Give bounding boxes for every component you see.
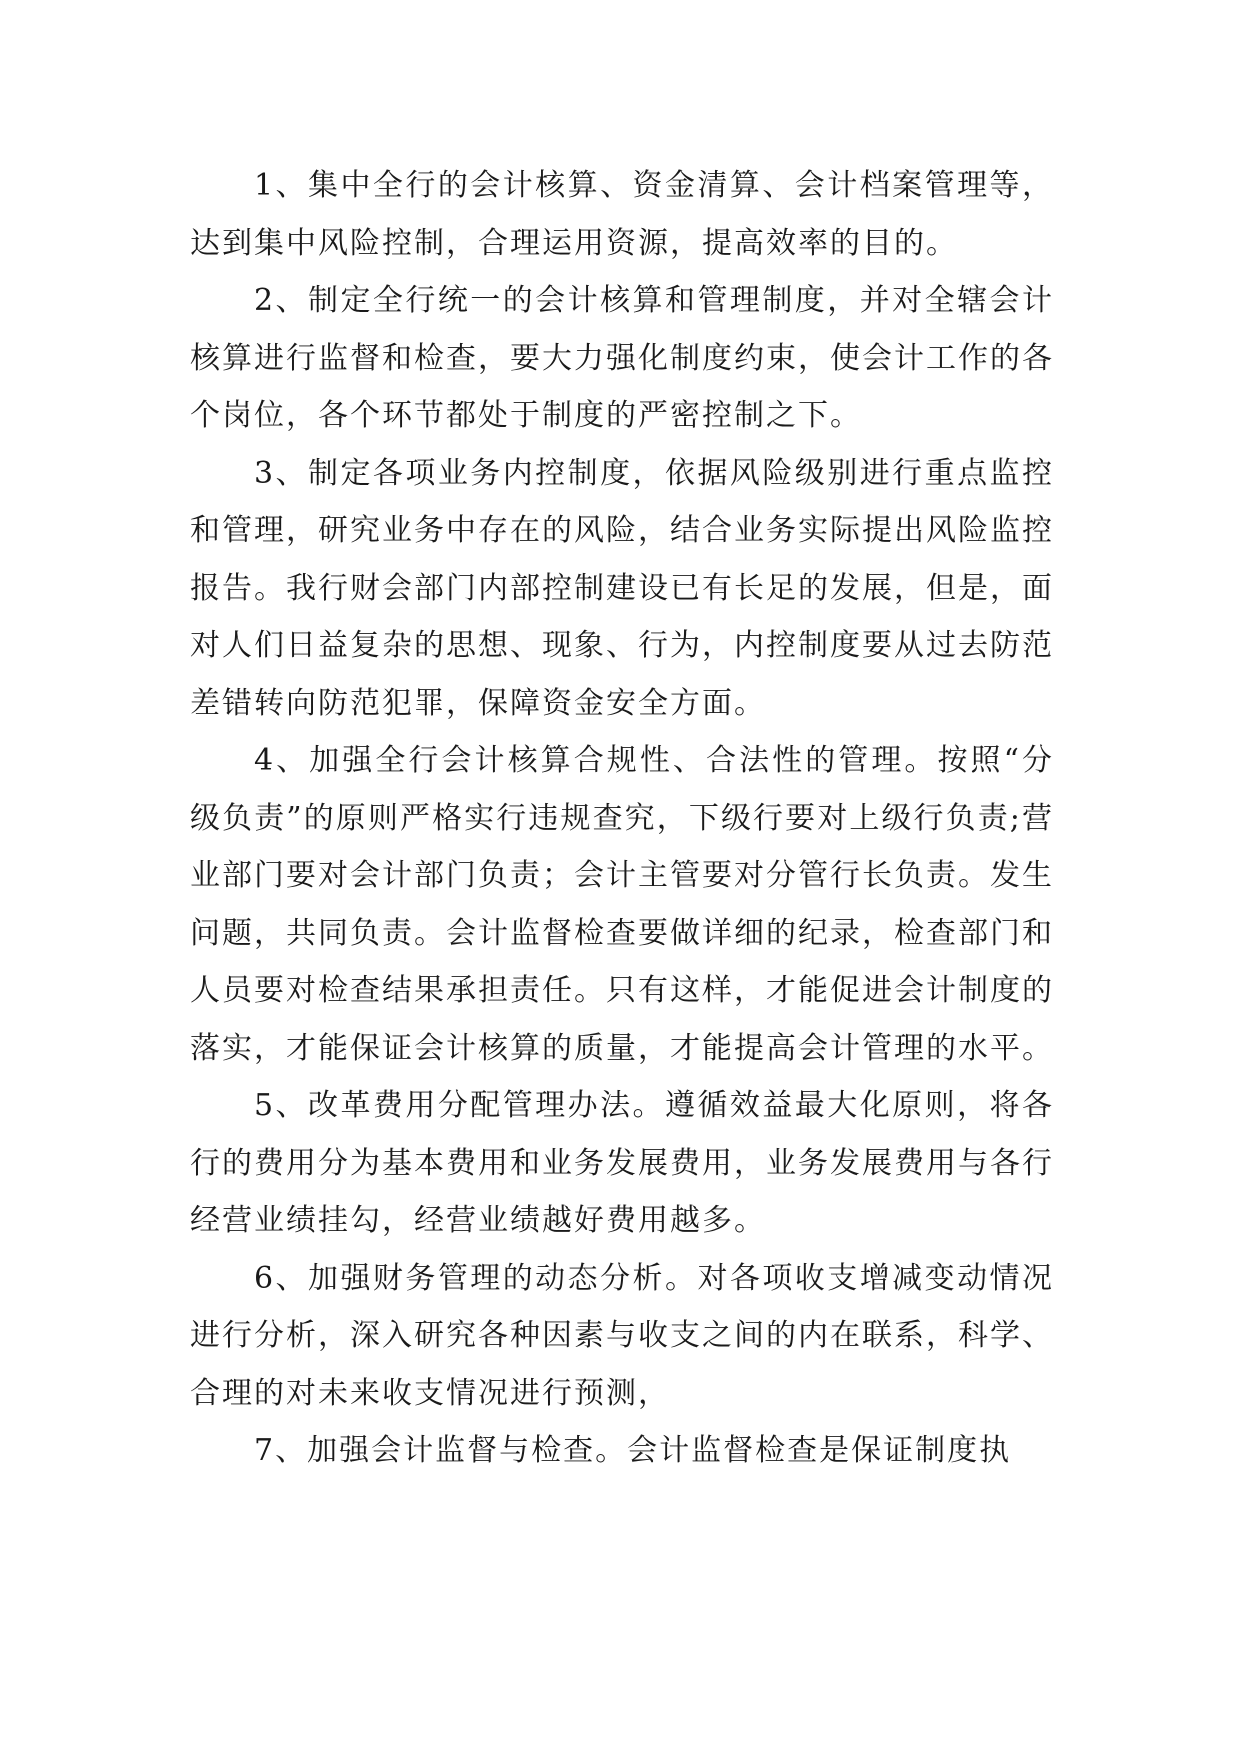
paragraph-2: 2、制定全行统一的会计核算和管理制度，并对全辖会计核算进行监督和检查，要大力强化制度约束，使会计工作的各个岗位，各个环节都处于制度的严密控制之下。 [190, 283, 1054, 433]
paragraph-5: 5、改革费用分配管理办法。遵循效益最大化原则，将各行的费用分为基本费用和业务发展费用，业务发展费用与各行经营业绩挂勾，经营业绩越好费用越多。 [190, 1088, 1054, 1238]
document-body [190, 157, 1054, 1480]
paragraph-3: 3、制定各项业务内控制度，依据风险级别进行重点监控和管理，研究业务中存在的风险，结合业务实际提出风险监控报告。我行财会部门内部控制建设已有长足的发展，但是，面对人们日益复杂的思想、现象、行为，内控制度要从过去防范差错转向防范犯罪，保障资金安全方面。 [190, 455, 1054, 721]
paragraph-6: 6、加强财务管理的动态分析。对各项收支增减变动情况进行分析，深入研究各种因素与收支之间的内在联系，科学、合理的对未来收支情况进行预测， [190, 1260, 1054, 1411]
paragraph-1: 1、集中全行的会计核算、资金清算、会计档案管理等，达到集中风险控制，合理运用资源，提高效率的目的。 [190, 168, 1054, 261]
paragraph-4: 4、加强全行会计核算合规性、合法性的管理。按照“分级负责”的原则严格实行违规查究，下级行要对上级行负责;营业部门要对会计部门负责；会计主管要对分管行长负责。发生问题，共同负责。会计监督检查要做详细的纪录，检查部门和人员要对检查结果承担责任。只有这样，才能促进会计制度的落实，才能保证会计核算的质量，才能提高会计管理的水平。 [190, 743, 1054, 1066]
paragraph-7: 7、加强会计监督与检查。会计监督检查是保证制度执 [254, 1433, 1012, 1468]
